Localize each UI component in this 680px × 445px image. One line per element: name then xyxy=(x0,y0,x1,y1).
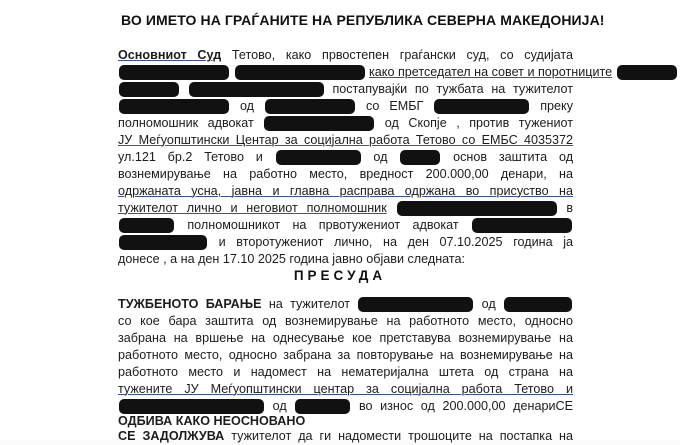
intro-line-4: од со ЕМБГ преку xyxy=(118,98,573,115)
intro-line-13: донесе , а на ден 17.10 2025 година јавно објави следната: xyxy=(118,252,466,266)
verdict-line-4: работното место, односно забрана за повторување на вознемирување на xyxy=(118,348,573,362)
document-heading: ВО ИМЕТО НА ГРАЃАНИТЕ НА РЕПУБЛИКА СЕВЕРНА МАКЕДОНИЈА! xyxy=(121,12,605,28)
verdict-line-8: ОДБИВА КАКО НЕОСНОВАНО xyxy=(118,414,306,428)
redaction-block xyxy=(358,297,473,312)
intro-line-3: постапувајќи по тужбата на тужителот xyxy=(118,81,573,98)
redaction-block xyxy=(295,399,350,414)
redaction-block xyxy=(189,82,324,97)
intro-line-1: Основниот Суд Тетово, како првостепен граѓански суд, со судијата xyxy=(118,48,574,62)
redaction-block xyxy=(119,99,229,114)
court-name: Основниот Суд xyxy=(118,48,222,62)
verdict-line-9: СЕ ЗАДОЛЖУВА тужителот да ги надомести трошоците на постапка на xyxy=(118,429,573,443)
redaction-block xyxy=(265,99,355,114)
redaction-block xyxy=(276,150,361,165)
redaction-block xyxy=(119,218,174,233)
intro-line-7: ул.121 бр.2 Тетово и од основ заштита од xyxy=(118,150,574,164)
redaction-block xyxy=(617,65,677,80)
redaction-block xyxy=(472,218,572,233)
verdict-title: ПРЕСУДА xyxy=(293,268,387,283)
redaction-block xyxy=(504,297,572,312)
redaction-block xyxy=(119,235,207,250)
verdict-line-7: од во износ од 200.000,00 денариСЕ xyxy=(118,398,573,415)
intro-line-10: тужителот лично и неговиот полномошник в xyxy=(118,201,574,215)
intro-line-6: ЈУ Меѓуопштински Центар за социјална работа Тетово со ЕМБС 4035372 xyxy=(118,133,573,147)
redaction-block xyxy=(119,82,179,97)
redaction-block xyxy=(264,116,374,131)
verdict-line-3: забрана на вршење на однесување кое претставува вознемирување на xyxy=(118,331,573,345)
redaction-block xyxy=(119,399,264,414)
verdict-line-6: тужените ЈУ Меѓуопштински центар за социјална работа Тетово и xyxy=(118,382,573,396)
redaction-block xyxy=(235,65,365,80)
verdict-line-2: со кое бара заштита од вознемирување на работното место, односно xyxy=(118,314,573,328)
redaction-block xyxy=(434,99,529,114)
intro-line-5: полномошник адвокат од Скопје , против тужениот xyxy=(118,116,574,130)
redaction-block xyxy=(397,201,557,216)
intro-line-2: како претседател на совет и поротниците xyxy=(118,64,573,81)
intro-line-11: полномошникот на првотужениот адвокат xyxy=(118,217,573,234)
redaction-block xyxy=(400,150,440,165)
verdict-line-5: работното место и надомест на нематеријална штета од страна на xyxy=(118,365,573,379)
verdict-line-1: ТУЖБЕНОТО БАРАЊЕ на тужителот од xyxy=(118,296,573,313)
intro-line-8: вознемирување на работно место, вредност 200.000,00 денари, на xyxy=(118,167,573,181)
intro-line-9: одржаната усна, јавна и главна расправа одржана во присуство на xyxy=(118,184,573,198)
intro-line-12: и второтужениот лично, на ден 07.10.2025 година ја xyxy=(118,234,573,251)
redaction-block xyxy=(119,65,229,80)
